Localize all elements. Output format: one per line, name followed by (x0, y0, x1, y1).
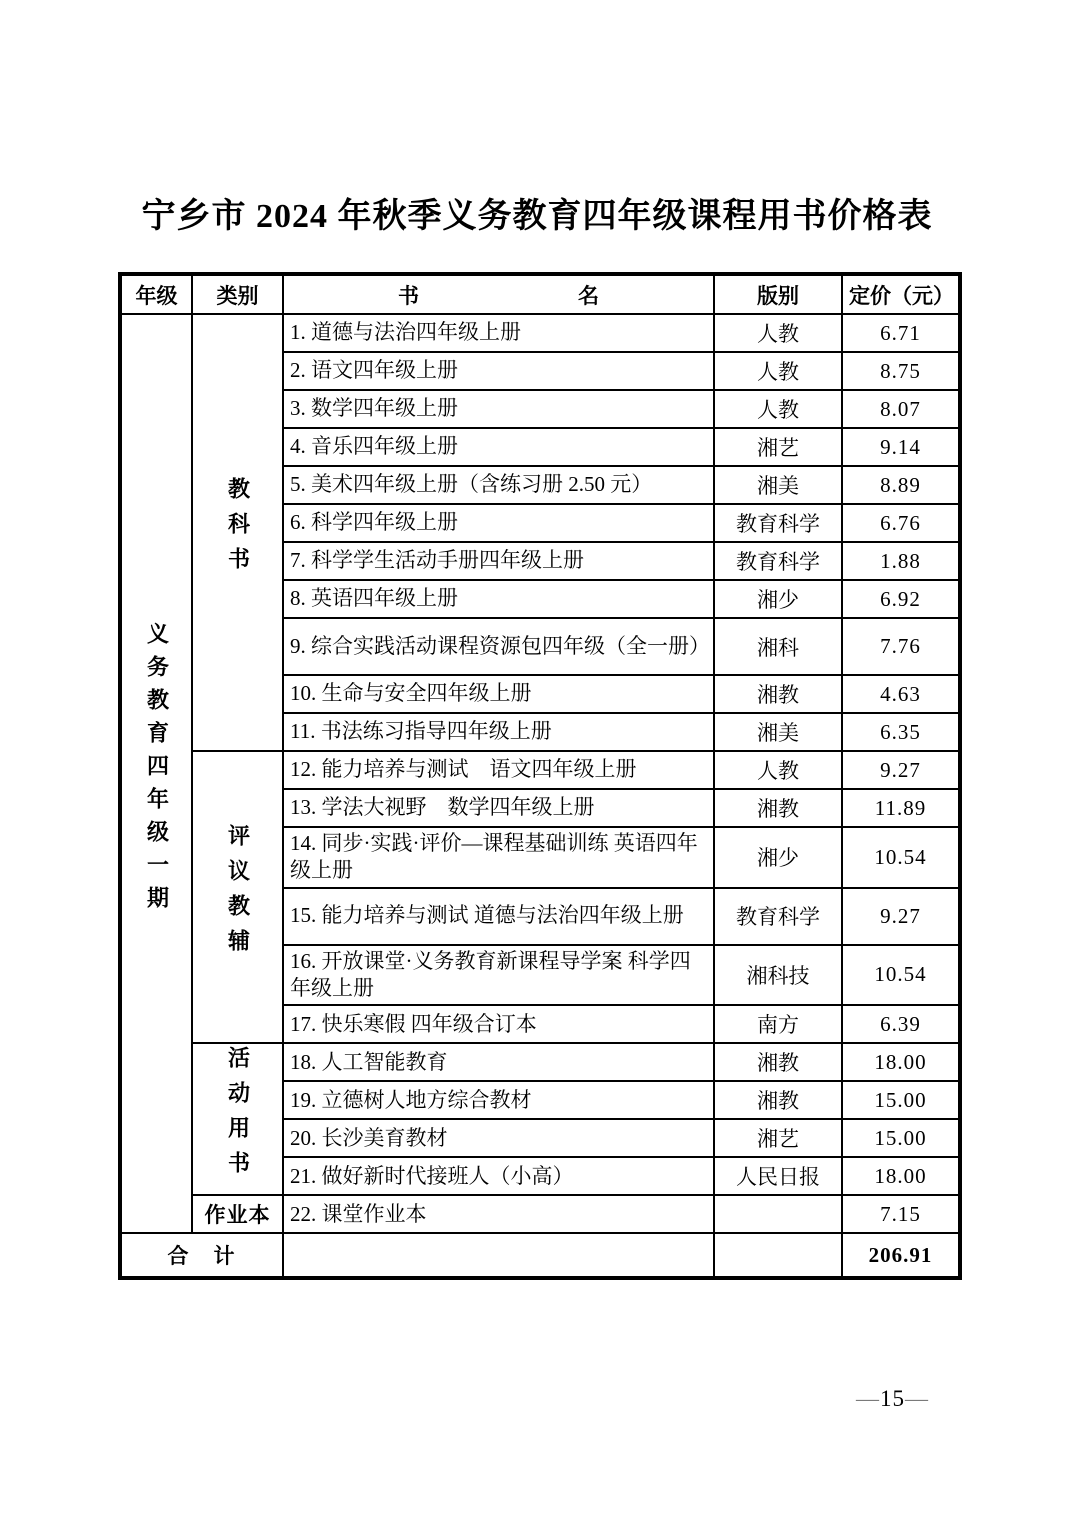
price-cell: 9.14 (842, 428, 960, 466)
publisher-cell: 人教 (714, 751, 842, 789)
table-row (120, 751, 960, 789)
price-cell: 7.76 (842, 618, 960, 675)
price-cell: 6.39 (842, 1005, 960, 1043)
publisher-cell: 教育科学 (714, 542, 842, 580)
publisher-cell: 湘教 (714, 1043, 842, 1081)
publisher-cell: 人教 (714, 390, 842, 428)
publisher-cell: 教育科学 (714, 504, 842, 542)
total-label-cell: 合 计 (120, 1233, 283, 1278)
category-cell-activity (192, 1043, 283, 1195)
price-cell: 10.54 (842, 827, 960, 888)
book-name-cell: 9. 综合实践活动课程资源包四年级（全一册） (283, 618, 714, 675)
book-name-cell: 19. 立德树人地方综合教材 (283, 1081, 714, 1119)
category-cell-textbook (192, 314, 283, 751)
publisher-cell: 湘美 (714, 713, 842, 751)
publisher-cell: 湘教 (714, 1081, 842, 1119)
price-cell: 8.75 (842, 352, 960, 390)
price-cell: 8.89 (842, 466, 960, 504)
price-cell: 18.00 (842, 1157, 960, 1195)
book-name-cell: 20. 长沙美育教材 (283, 1119, 714, 1157)
book-name-cell: 1. 道德与法治四年级上册 (283, 314, 714, 352)
publisher-cell: 湘艺 (714, 1119, 842, 1157)
book-name-cell: 15. 能力培养与测试 道德与法治四年级上册 (283, 888, 714, 945)
header-cell-book-name (283, 274, 714, 314)
publisher-cell: 湘教 (714, 789, 842, 827)
book-name-cell: 5. 美术四年级上册（含练习册 2.50 元） (283, 466, 714, 504)
book-name-cell: 8. 英语四年级上册 (283, 580, 714, 618)
price-cell: 15.00 (842, 1081, 960, 1119)
price-cell: 15.00 (842, 1119, 960, 1157)
publisher-cell: 教育科学 (714, 888, 842, 945)
total-publisher-cell-empty (714, 1233, 842, 1278)
price-cell: 6.35 (842, 713, 960, 751)
grade-label: 义务教育四年级一期 (144, 622, 170, 920)
table-row (120, 1043, 960, 1081)
page-title: 宁乡市 2024 年秋季义务教育四年级课程用书价格表 (141, 198, 933, 235)
header-cell-publisher: 版别 (714, 274, 842, 314)
publisher-cell: 人民日报 (714, 1157, 842, 1195)
book-name-cell: 13. 学法大视野 数学四年级上册 (283, 789, 714, 827)
publisher-cell: 人教 (714, 352, 842, 390)
book-name-cell: 16. 开放课堂·义务教育新课程导学案 科学四年级上册 (283, 945, 714, 1006)
publisher-cell: 湘少 (714, 827, 842, 888)
price-cell: 6.71 (842, 314, 960, 352)
header-cell-category: 类别 (192, 274, 283, 314)
price-cell: 8.07 (842, 390, 960, 428)
book-name-cell: 10. 生命与安全四年级上册 (283, 675, 714, 713)
header-row (120, 274, 960, 314)
publisher-cell: 湘美 (714, 466, 842, 504)
book-name-cell: 22. 课堂作业本 (283, 1195, 714, 1233)
price-cell: 6.76 (842, 504, 960, 542)
header-book-char-second: 名 (578, 283, 599, 308)
publisher-cell: 湘教 (714, 675, 842, 713)
price-cell: 18.00 (842, 1043, 960, 1081)
book-name-cell: 18. 人工智能教育 (283, 1043, 714, 1081)
book-name-cell: 21. 做好新时代接班人（小高） (283, 1157, 714, 1195)
price-cell: 1.88 (842, 542, 960, 580)
book-name-cell: 14. 同步·实践·评价—课程基础训练 英语四年级上册 (283, 827, 714, 888)
category-cell-workbook: 作业本 (192, 1195, 283, 1233)
book-name-cell: 17. 快乐寒假 四年级合订本 (283, 1005, 714, 1043)
page-number-value: 15 (880, 1386, 905, 1411)
price-cell: 11.89 (842, 789, 960, 827)
publisher-cell-empty (714, 1195, 842, 1233)
page-number (856, 1386, 929, 1412)
book-name-cell: 3. 数学四年级上册 (283, 390, 714, 428)
category-label-textbook: 教科书 (225, 477, 251, 582)
book-name-cell: 4. 音乐四年级上册 (283, 428, 714, 466)
table-row (120, 1195, 960, 1233)
category-label-activity: 活动用书 (225, 1046, 251, 1187)
total-book-cell-empty (283, 1233, 714, 1278)
header-book-char-first: 书 (398, 283, 419, 308)
publisher-cell: 湘科技 (714, 945, 842, 1006)
price-cell: 6.92 (842, 580, 960, 618)
price-cell: 9.27 (842, 751, 960, 789)
page-number-dash-left: — (856, 1386, 880, 1411)
book-name-cell: 2. 语文四年级上册 (283, 352, 714, 390)
publisher-cell: 人教 (714, 314, 842, 352)
price-cell: 9.27 (842, 888, 960, 945)
price-cell: 4.63 (842, 675, 960, 713)
publisher-cell: 南方 (714, 1005, 842, 1043)
table-row (120, 314, 960, 352)
price-cell: 10.54 (842, 945, 960, 1006)
header-cell-grade: 年级 (120, 274, 192, 314)
page-number-dash-right: — (905, 1386, 929, 1411)
book-name-cell: 7. 科学学生活动手册四年级上册 (283, 542, 714, 580)
price-cell: 7.15 (842, 1195, 960, 1233)
book-name-cell: 12. 能力培养与测试 语文四年级上册 (283, 751, 714, 789)
category-label-review-aid: 评议教辅 (225, 824, 251, 965)
book-name-cell: 11. 书法练习指导四年级上册 (283, 713, 714, 751)
category-cell-review-aid (192, 751, 283, 1043)
publisher-cell: 湘科 (714, 618, 842, 675)
header-cell-price: 定价（元） (842, 274, 960, 314)
publisher-cell: 湘艺 (714, 428, 842, 466)
price-table (118, 272, 962, 1280)
grade-cell (120, 314, 192, 1233)
book-name-cell: 6. 科学四年级上册 (283, 504, 714, 542)
publisher-cell: 湘少 (714, 580, 842, 618)
total-row (120, 1233, 960, 1278)
total-price-cell: 206.91 (842, 1233, 960, 1278)
